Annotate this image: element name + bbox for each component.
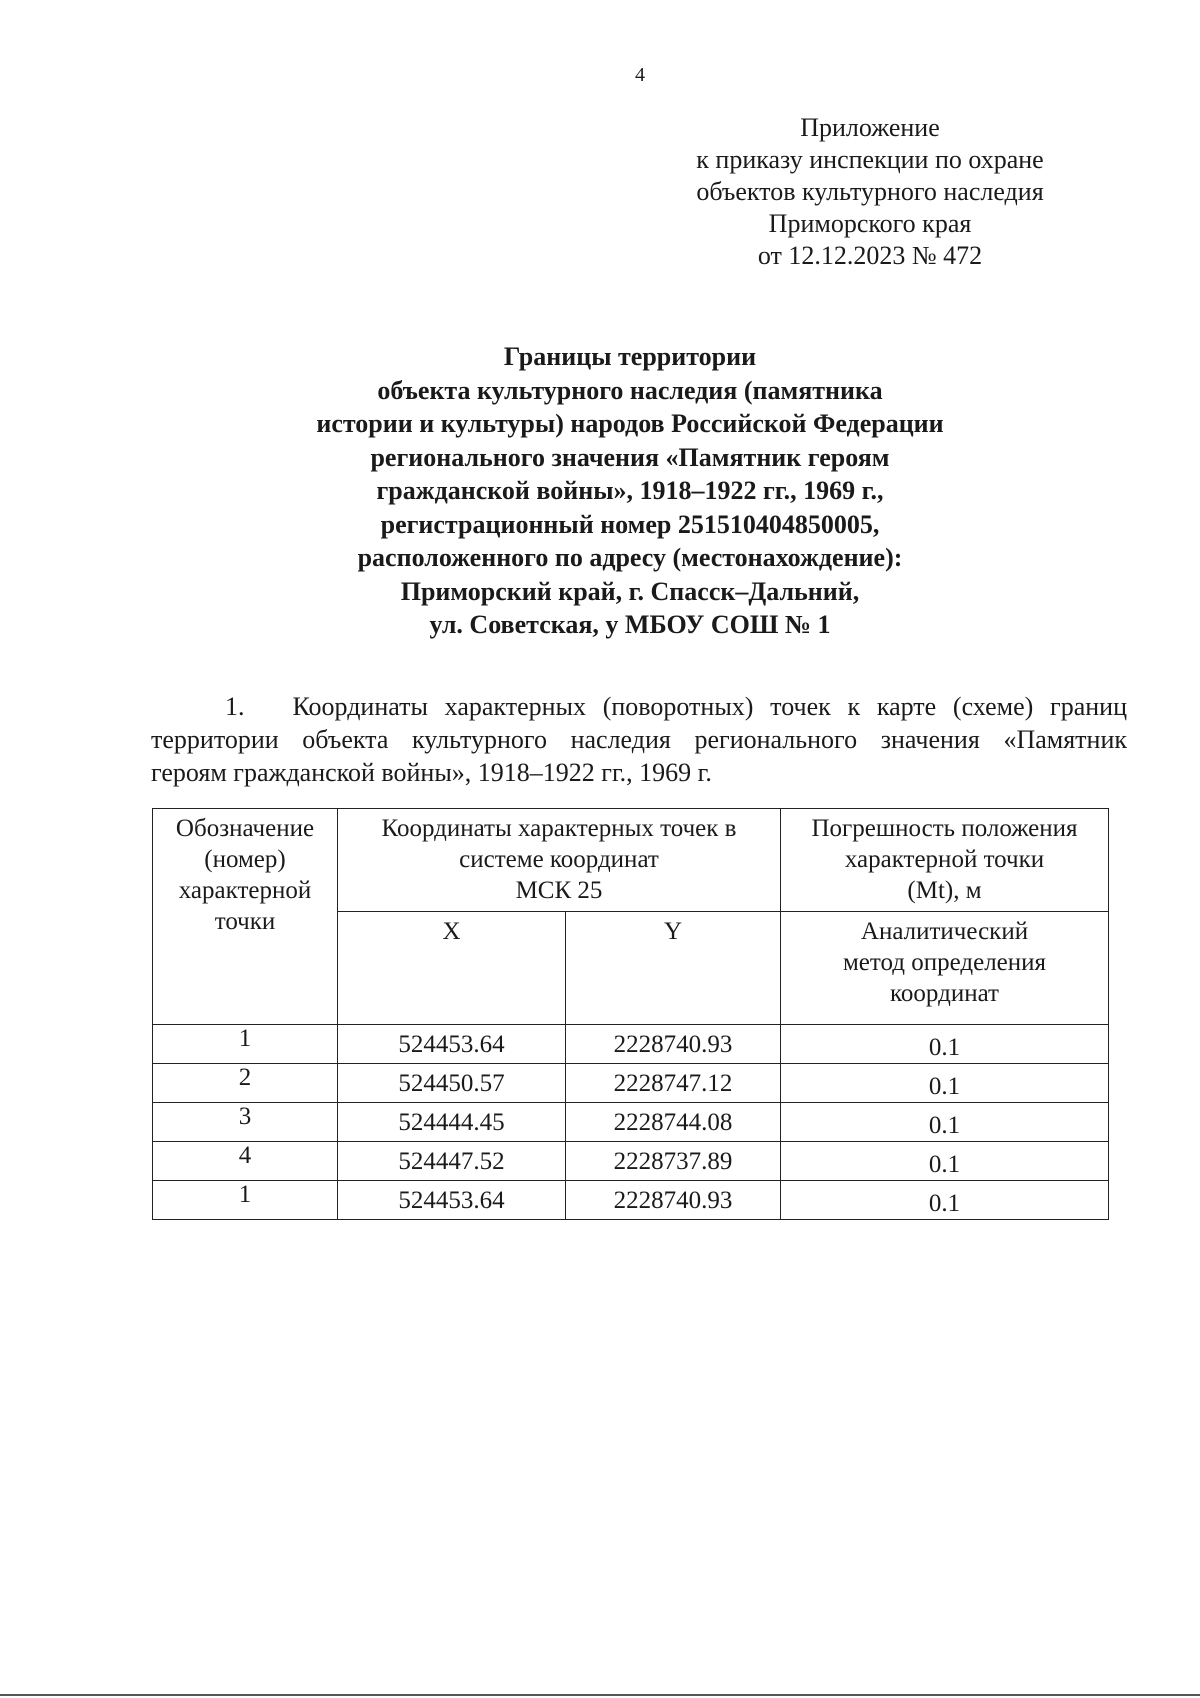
paragraph-line-3: героям гражданской войны», 1918–1922 гг., 1969 г. (151, 758, 712, 787)
paragraph-text: Координаты характерных (поворотных) точек к карте (схеме) границ (292, 692, 1127, 721)
appendix-block (640, 112, 1100, 272)
table-row (153, 1181, 1109, 1220)
title-line: регистрационный номер 251510404850005, (380, 509, 880, 539)
header-y: Y (566, 912, 781, 1025)
table-row (153, 1103, 1109, 1142)
header-point-designation (153, 809, 338, 1025)
header-coordinates (338, 809, 781, 912)
title-line: истории и культуры) народов Российской Федерации (316, 409, 944, 438)
cell-y: 2228740.93 (566, 1025, 781, 1064)
header-text: системе координат (459, 846, 659, 873)
cell-y: 2228744.08 (566, 1103, 781, 1142)
header-text: Координаты характерных точек в (381, 815, 737, 842)
header-text: Обозначение (175, 815, 315, 842)
cell-x: 524447.52 (338, 1142, 566, 1181)
cell-x: 524453.64 (338, 1181, 566, 1220)
title-line: гражданской войны», 1918–1922 гг., 1969 г., (376, 476, 884, 505)
table-row (153, 1142, 1109, 1181)
cell-error: 0.1 (781, 1142, 1109, 1181)
table-header-row (153, 809, 1109, 912)
paragraph-line-2: территории объекта культурного наследия регионального значения «Памятник (151, 725, 1127, 754)
coordinates-table (152, 808, 1109, 1220)
appendix-line: от 12.12.2023 № 472 (757, 241, 983, 270)
header-text: (Mt), м (907, 877, 982, 904)
appendix-line: к приказу инспекции по охране (696, 145, 1044, 174)
header-text: характерной (178, 877, 312, 904)
header-position-error (781, 809, 1109, 912)
header-text: (номер) (204, 846, 286, 873)
title-line: ул. Советская, у МБОУ СОШ № 1 (429, 610, 831, 639)
header-text: Погрешность положения (811, 815, 1078, 842)
header-text: метод определения (842, 949, 1047, 976)
scan-edge-line (0, 1694, 1200, 1696)
appendix-line: объектов культурного наследия (696, 177, 1044, 206)
header-text: точки (214, 908, 276, 935)
cell-point: 3 (153, 1103, 338, 1142)
header-text: МСК 25 (515, 877, 603, 904)
cell-y: 2228740.93 (566, 1181, 781, 1220)
header-text: Аналитический (860, 918, 1029, 945)
appendix-line: Приморского края (768, 209, 972, 238)
header-text: характерной точки (844, 846, 1045, 873)
cell-error: 0.1 (781, 1064, 1109, 1103)
cell-x: 524453.64 (338, 1025, 566, 1064)
cell-x: 524444.45 (338, 1103, 566, 1142)
cell-error: 0.1 (781, 1025, 1109, 1064)
cell-point: 1 (153, 1025, 338, 1064)
cell-point: 4 (153, 1142, 338, 1181)
coordinates-paragraph (151, 690, 1127, 789)
title-line: регионального значения «Памятник героям (370, 442, 890, 472)
document-title (200, 340, 1060, 642)
table-row (153, 1025, 1109, 1064)
title-line: Границы территории (503, 342, 757, 371)
header-x: X (338, 912, 566, 1025)
cell-y: 2228747.12 (566, 1064, 781, 1103)
cell-y: 2228737.89 (566, 1142, 781, 1181)
paragraph-line-1 (151, 690, 1127, 723)
title-line: объекта культурного наследия (памятника (377, 375, 883, 405)
appendix-line: Приложение (800, 113, 940, 142)
cell-error: 0.1 (781, 1181, 1109, 1220)
title-line: расположенного по адресу (местонахождение): (357, 543, 903, 572)
header-method (781, 912, 1109, 1025)
cell-point: 1 (153, 1181, 338, 1220)
title-line: Приморский край, г. Спасск–Дальний, (400, 576, 860, 606)
table-row (153, 1064, 1109, 1103)
paragraph-number: 1. (225, 692, 245, 721)
cell-error: 0.1 (781, 1103, 1109, 1142)
cell-x: 524450.57 (338, 1064, 566, 1103)
page-number: 4 (635, 64, 645, 86)
cell-point: 2 (153, 1064, 338, 1103)
header-text: координат (890, 980, 999, 1007)
